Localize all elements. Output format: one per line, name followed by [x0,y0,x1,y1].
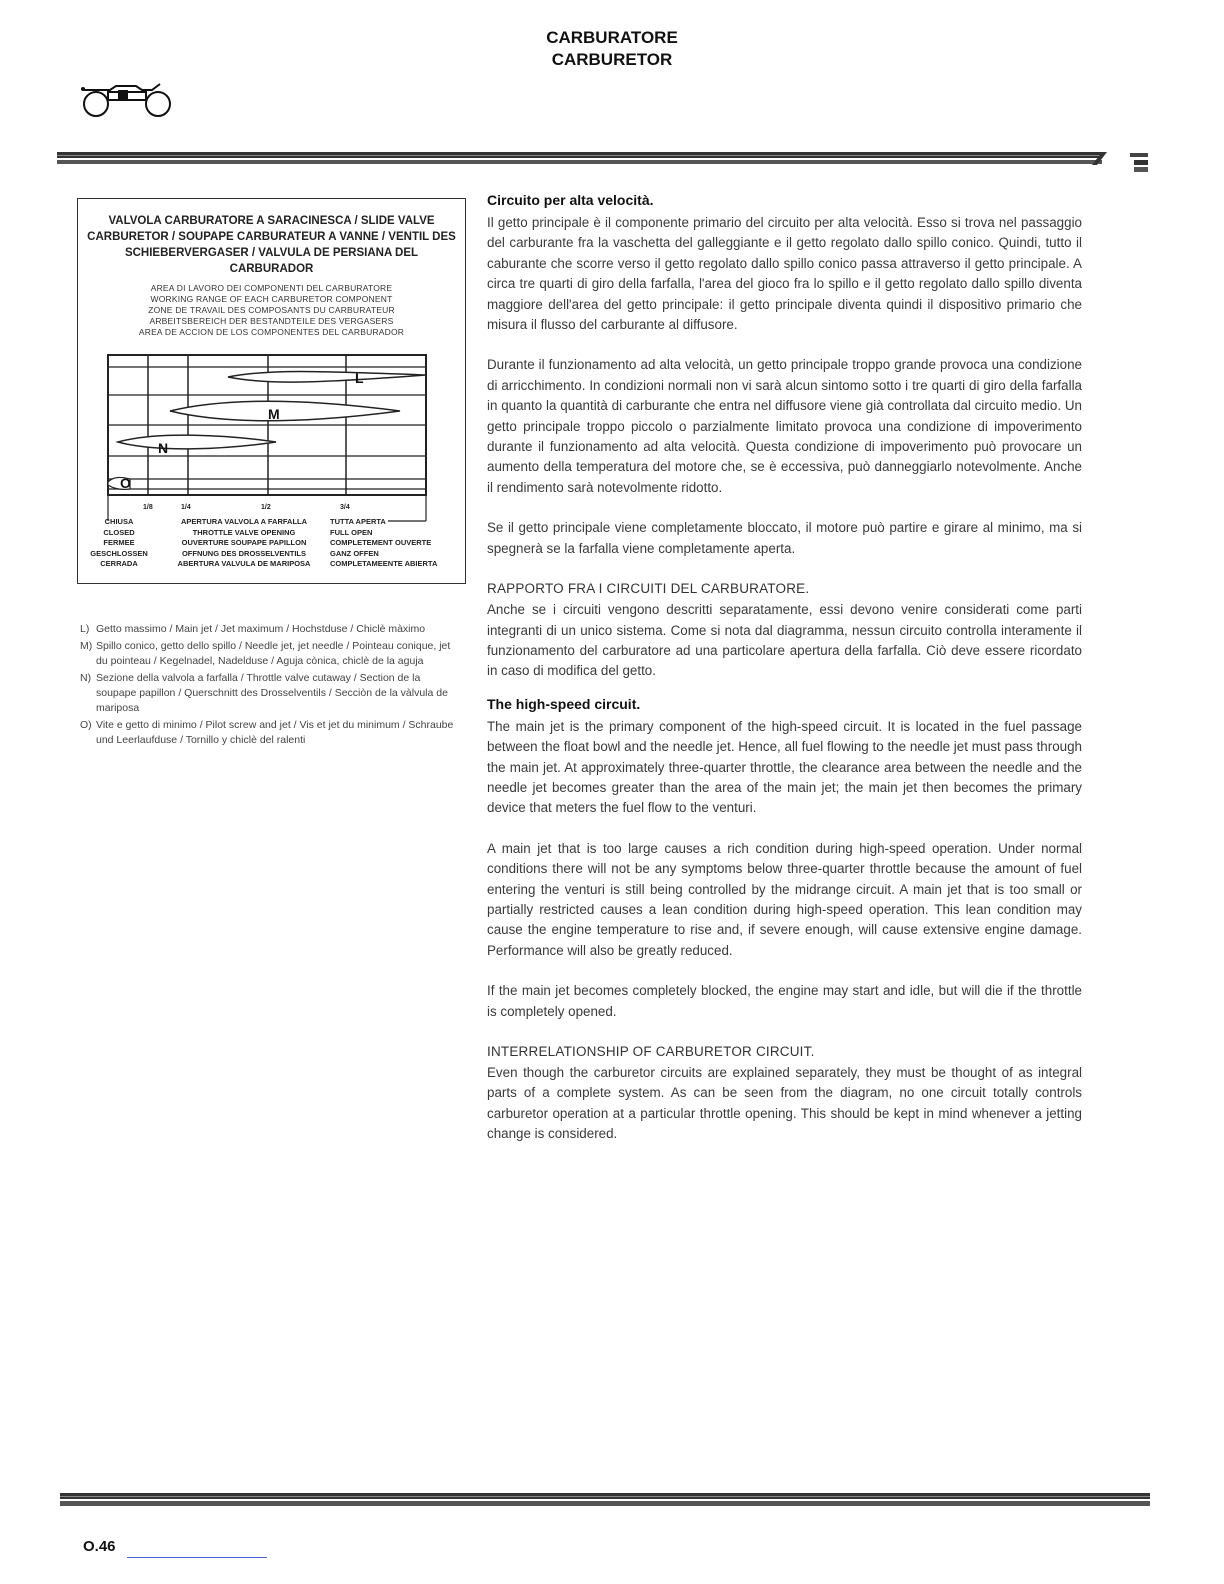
paragraph: Se il getto principale viene completamente bloccato, il motore può partire e girare al minimo, ma si spegnerà se la farfalla viene completamente aperta. [487,520,1082,556]
diagram-subtitle-line: AREA DI LAVORO DEI COMPONENTI DEL CARBURATORE [150,283,393,293]
label-n: N [158,440,169,456]
tick-label: 1/8 [143,504,153,511]
tick-label: 1/2 [261,504,271,511]
label-l: L [355,370,364,386]
axis-closed-text: CLOSED [103,527,135,537]
header-title-en: CARBURETOR [551,50,673,69]
axis-open-text: COMPLETEMENT OUVERTE [330,538,432,547]
axis-open-label [330,517,464,570]
axis-middle-text: THROTTLE VALVE OPENING [192,527,296,537]
tick-label: 3/4 [340,504,350,511]
legend-item [80,639,460,669]
section-heading: Circuito per alta velocità. [487,192,654,208]
axis-open-text: TUTTA APERTA [330,517,386,526]
label-o: O [120,475,131,491]
axis-closed-text: GESCHLOSSEN [90,548,148,558]
bottom-divider [60,1493,1150,1507]
axis-closed-label [84,517,154,570]
paragraph: Even though the carburetor circuits are explained separately, they must be thought of as integral parts of a complete system. As can be seen from the diagram, no one circuit totally controls carburetor operation at a particular throttle opening. This should be kept in mind whenever a jetting change is considered. [487,1065,1082,1142]
page-number: O.46 [83,1538,116,1555]
legend-text: Vite e getto di minimo / Pilot screw and jet / Vis et jet du minimum / Schraube und Leerlaufduse / Tornillo y chiclè del ralenti [96,719,454,746]
legend-item [80,671,460,716]
paragraph: Anche se i circuiti vengono descritti separatamente, essi devono venire considerati come parti integranti di un unico sistema. Come si nota dal diagramma, nessun circuito controlla interamente il funzionamento del carburatore ad una particolare apertura della farfalla. Ciò deve essere ricordato in caso di modifica del getto. [487,602,1082,679]
section-heading: The high-speed circuit. [487,695,641,712]
legend-key: M) [80,640,93,652]
diagram-title: VALVOLA CARBURATORE A SARACINESCA / SLIDE VALVE CARBURETOR / SOUPAPE CARBURATEUR A VANNE / VENTIL DES SCHIEBERVERGASER / VALVULA DE PERSIANA DEL CARBURADOR [87,215,456,275]
diagram-subtitle-line: AREA DE ACCION DE LOS COMPONENTES DEL CARBURADOR [138,327,405,337]
paragraph: A main jet that is too large causes a rich condition during high-speed operation. Under normal conditions there will not be any symptoms below three-quarter throttle because the amount of fuel entering the venturi is still being controlled by the midrange circuit. A main jet that is too small or partially restricted causes a lean condition during high-speed operation. This lean condition may cause the engine temperature to rise and, if severe enough, will cause extensive engine damage. Performance will also be greatly reduced. [487,840,1082,958]
legend-item [80,622,460,637]
tick-label: 1/4 [181,504,191,511]
axis-closed-text: CERRADA [100,559,138,568]
axis-middle-text: APERTURA VALVOLA A FARFALLA [180,517,308,526]
legend-key: O) [80,719,92,731]
legend-text: Sezione della valvola a farfalla / Throttle valve cutaway / Section de la soupape papillon / Querschnitt des Drosselventils / Secciòn de la vàlvula de mariposa [96,672,448,714]
legend-text: Getto massimo / Main jet / Jet maximum / Hochstduse / Chiclè màximo [96,623,426,635]
section-heading: INTERRELATIONSHIP OF CARBURETOR CIRCUIT. [487,1044,815,1059]
paragraph: Il getto principale è il componente primario del circuito per alta velocità. Esso si trova nel passaggio del carburante fra la vaschetta del galleggiante e il getto regolato dallo spillo conico. Quindi, tutto il caburante che scorre verso il getto regolato dallo spillo conico passa attraverso il getto principale. A circa tre quarti di giro della farfalla, l'area del gioco fra lo spillo e il getto regolato dallo spillo diventa maggiore dell'area del getto principale: il getto principale diventa quindi il dispositivo primario che misura il flusso del carburante al diffusore. [487,215,1082,333]
axis-middle-text: OUVERTURE SOUPAPE PAPILLON [181,538,307,547]
diagram-subtitle-line: ARBEITSBEREICH DER BESTANDTEILE DES VERGASERS [149,316,394,326]
needle-jet-range [170,401,400,421]
legend-key: L) [80,623,90,635]
section-heading: RAPPORTO FRA I CIRCUITI DEL CARBURATORE. [487,581,810,597]
diagram-legend [80,622,460,750]
paragraph: The main jet is the primary component of the high-speed circuit. It is located in the fuel passage between the float bowl and the needle jet. Hence, all fuel flowing to the needle jet must pass through the main jet. At approximately three-quarter throttle, the clearance area between the needle and the needle jet becomes greater than the area of the main jet; the main jet then becomes the primary device that meters the fuel flow to the venturi. [487,718,1082,816]
diagram-subtitle-line: ZONE DE TRAVAIL DES COMPOSANTS DU CARBURATEUR [148,305,395,315]
paragraph: Durante il funzionamento ad alta velocità, un getto principale troppo grande provoca una condizione di arricchimento. In condizioni normali non vi sarà alcun sintomo sotto i tre quarti di giro della farfalla in quanto la quantità di carburante che entra nel diffusore viene già controllata dal circuito medio. Un getto principale troppo piccolo o parzialmente limitato provoca una condizione di impoverimento durante il funzionamento ad alta velocità. Questa condizione di impoverimento può provocare un aumento della temperatura del motore che, se è eccessiva, può danneggiarlo notevolmente. Anche il rendimento sarà notevolmente ridotto. [487,357,1082,495]
diagram-subtitle-line: WORKING RANGE OF EACH CARBURETOR COMPONENT [150,294,393,304]
body-text-column [487,190,1082,1165]
axis-open-text: COMPLETAMEENTE ABIERTA [330,559,438,568]
header-title-it: CARBURATORE [546,28,678,47]
axis-middle-text: ABERTURA VALVULA DE MARIPOSA [177,559,311,568]
page-number-underline [127,1557,267,1558]
top-divider [57,152,1107,165]
throttle-cutaway-range [118,435,276,449]
legend-text: Spillo conico, getto dello spillo / Needle jet, jet needle / Pointeau conique, jet du pointeau / Kegelnadel, Nadelduse / Aguja cònica, chiclè de la aguja [96,640,451,667]
axis-open-text: FULL OPEN [330,527,373,537]
motorcycle-icon [80,78,176,123]
label-m: M [268,406,280,422]
axis-closed-text: FERMEE [103,538,135,547]
axis-middle-label [164,517,324,570]
paragraph: If the main jet becomes completely blocked, the engine may start and idle, but will die if the throttle is completely opened. [487,983,1082,1019]
axis-open-text: GANZ OFFEN [330,548,379,558]
axis-middle-text: OFFNUNG DES DROSSELVENTILS [181,548,307,558]
main-jet-range [228,372,426,383]
legend-key: N) [80,672,92,684]
carburetor-diagram [77,198,466,584]
section-tab-icon [1128,152,1150,174]
legend-item [80,718,460,748]
axis-closed-text: CHIUSA [104,517,134,526]
page-header [0,27,1224,71]
